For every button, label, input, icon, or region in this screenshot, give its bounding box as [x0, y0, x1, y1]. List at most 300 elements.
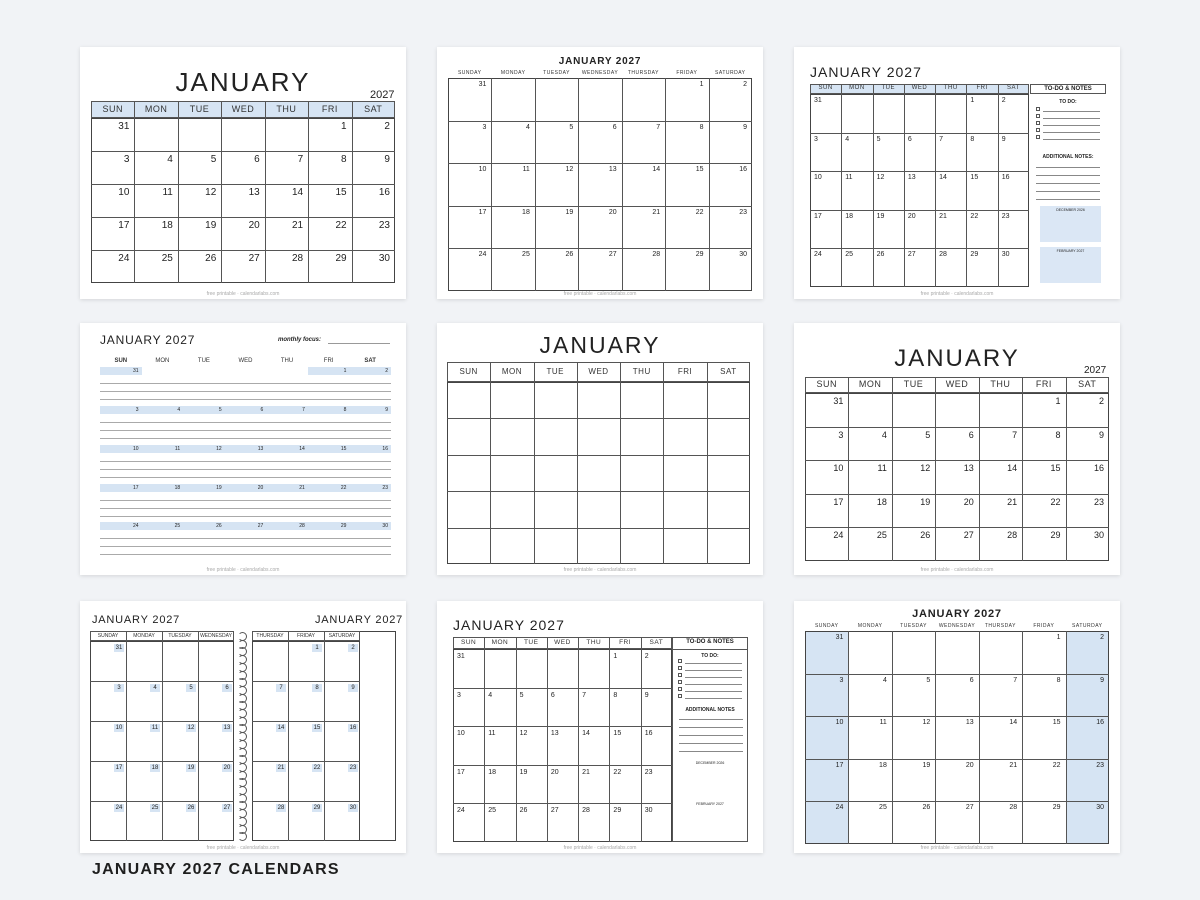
date-number: 2 — [1001, 97, 1006, 104]
grid-line — [1043, 132, 1100, 133]
year-label: 2027 — [370, 89, 395, 101]
date-number: 5 — [189, 684, 193, 691]
date-number: 17 — [115, 764, 123, 771]
grid-line — [1036, 175, 1100, 176]
date-number: 5 — [569, 123, 574, 131]
day-header: SAT — [364, 358, 376, 364]
date-number: 27 — [248, 253, 260, 264]
date-number: 24 — [478, 251, 487, 258]
date-number: 6 — [907, 135, 912, 143]
grid-line — [100, 438, 391, 439]
date-number: 22 — [313, 764, 321, 771]
date-number: 7 — [279, 684, 283, 691]
mini-prev-title: DECEMBER 2026 — [1056, 208, 1085, 212]
grid-line — [516, 649, 517, 842]
todo-checkbox — [678, 687, 682, 691]
date-number: 6 — [225, 684, 229, 691]
year-label: 2027 — [1084, 365, 1107, 376]
date-number: 31 — [478, 81, 487, 88]
grid-line — [448, 121, 752, 122]
date-number: 31 — [115, 644, 123, 651]
date-number: 3 — [839, 676, 844, 684]
grid-line — [620, 362, 621, 382]
grid-line — [1043, 125, 1100, 126]
grid-line — [91, 250, 395, 251]
footer-text: free printable · calendarlabs.com — [563, 291, 637, 297]
grid-line — [352, 101, 353, 118]
date-number: 20 — [223, 764, 231, 771]
day-header: MON — [144, 103, 168, 114]
day-header: SUNDAY — [814, 623, 839, 630]
grid-line — [841, 94, 842, 287]
date-number: 16 — [644, 730, 653, 738]
todo-label: TO DO: — [701, 653, 719, 659]
calendar-card-5 — [437, 323, 763, 575]
date-number: 2 — [743, 81, 747, 88]
grid-line — [577, 382, 578, 564]
day-header: FRI — [677, 366, 693, 376]
date-number: 23 — [644, 768, 653, 776]
notes-label: ADDITIONAL NOTES: — [1042, 154, 1094, 160]
grid-line — [805, 460, 1109, 461]
grid-line — [100, 430, 391, 431]
date-number: 3 — [123, 154, 130, 165]
grid-line — [685, 670, 742, 671]
date-number: 26 — [216, 522, 222, 529]
date-number: 9 — [385, 406, 388, 413]
grid-line — [805, 494, 1109, 495]
date-number: 31 — [833, 396, 844, 406]
month-title: JANUARY 2027 — [453, 617, 565, 633]
date-number: 31 — [118, 121, 130, 132]
date-number: 11 — [522, 166, 530, 173]
grid-line — [1043, 111, 1100, 112]
date-number: 30 — [739, 251, 747, 258]
day-header: FRI — [976, 85, 988, 92]
date-number: 28 — [1007, 530, 1018, 541]
date-number: 19 — [205, 220, 217, 231]
date-number: 11 — [488, 730, 496, 738]
grid-line — [126, 641, 127, 841]
grid-line — [805, 674, 1109, 675]
grid-line — [672, 649, 748, 650]
date-number: 7 — [656, 123, 661, 131]
grid-line — [534, 382, 535, 564]
date-number: 21 — [299, 484, 305, 491]
grid-line — [324, 641, 325, 841]
grid-line — [966, 84, 967, 94]
date-number: 24 — [457, 807, 465, 815]
mini-next-title: FEBRUARY 2027 — [696, 802, 724, 806]
day-header: FRI — [619, 638, 632, 646]
grid-line — [578, 78, 579, 291]
spiral-ring — [238, 832, 247, 841]
date-number: 23 — [1001, 212, 1010, 220]
grid-line — [679, 727, 743, 728]
grid-border — [805, 631, 1109, 844]
grid-border — [810, 94, 1029, 287]
day-header: TUE — [881, 85, 895, 92]
grid-line — [810, 248, 1029, 249]
grid-line — [663, 362, 664, 382]
date-number: 28 — [299, 522, 305, 529]
date-number: 29 — [313, 804, 321, 811]
date-number: 27 — [608, 251, 617, 258]
date-number: 29 — [335, 253, 347, 264]
footer-text: free printable · calendarlabs.com — [920, 567, 994, 573]
date-number: 30 — [382, 522, 388, 529]
date-number: 11 — [879, 719, 887, 727]
grid-line — [448, 163, 752, 164]
grid-line — [810, 171, 1029, 172]
grid-line — [709, 78, 710, 291]
date-number: 25 — [845, 251, 854, 258]
calendar-card-1 — [80, 47, 406, 299]
grid-line — [1022, 631, 1023, 844]
date-number: 17 — [133, 484, 139, 491]
date-number: 22 — [695, 208, 704, 216]
date-number: 2 — [1100, 634, 1104, 641]
grid-line — [979, 631, 980, 844]
grid-line — [841, 84, 842, 94]
date-number: 28 — [582, 807, 590, 815]
grid-line — [100, 469, 391, 470]
grid-line — [100, 461, 391, 462]
date-number: 8 — [343, 406, 347, 413]
date-number: 8 — [613, 691, 618, 699]
grid-line — [490, 382, 491, 564]
date-number: 16 — [1096, 719, 1104, 727]
date-number: 1 — [341, 121, 347, 132]
date-number: 13 — [608, 166, 617, 173]
grid-line — [100, 554, 391, 555]
date-number: 24 — [115, 804, 123, 811]
grid-line — [198, 641, 199, 841]
grid-line — [490, 362, 491, 382]
grid-line — [935, 631, 936, 844]
month-title: JANUARY 2027 — [558, 56, 642, 67]
date-number: 4 — [525, 123, 530, 131]
date-number: 3 — [135, 406, 139, 413]
todo-checkbox — [678, 694, 682, 698]
date-number: 30 — [1001, 251, 1010, 258]
date-number: 5 — [218, 406, 222, 413]
day-header: SUN — [461, 638, 477, 646]
grid-line — [484, 649, 485, 842]
todo-checkbox — [678, 673, 682, 677]
grid-border — [447, 382, 750, 564]
date-number: 14 — [582, 730, 590, 738]
grid-line — [892, 631, 893, 844]
todo-checkbox — [1036, 128, 1040, 132]
todo-notes-title: TO-DO & NOTES — [1044, 86, 1092, 92]
date-number: 14 — [1007, 463, 1018, 474]
calendar-card-4 — [80, 323, 406, 575]
date-number: 11 — [877, 463, 887, 474]
date-number: 6 — [260, 406, 264, 413]
date-number: 8 — [1055, 429, 1061, 440]
date-number: 30 — [644, 807, 653, 815]
date-number: 14 — [1009, 719, 1018, 727]
todo-label: TO DO: — [1059, 99, 1077, 105]
date-number: 13 — [965, 719, 974, 727]
grid-line — [100, 477, 391, 478]
grid-line — [663, 382, 664, 564]
grid-line — [1066, 631, 1067, 844]
date-number: 16 — [349, 724, 357, 731]
todo-checkbox — [1036, 135, 1040, 139]
date-number: 21 — [292, 220, 304, 231]
grid-line — [484, 637, 485, 649]
calendar-card-2 — [437, 47, 763, 299]
day-header: THU — [990, 379, 1011, 390]
date-number: 13 — [550, 730, 559, 738]
date-number: 27 — [963, 530, 974, 541]
date-number: 28 — [277, 804, 285, 811]
grid-line — [998, 84, 999, 94]
date-number: 4 — [882, 676, 887, 684]
day-header: TUESDAY — [168, 633, 192, 639]
monthly-focus-label: monthly focus: — [278, 337, 321, 343]
date-number: 2 — [644, 653, 649, 660]
date-number: 17 — [118, 220, 130, 231]
date-number: 17 — [833, 496, 844, 507]
date-number: 21 — [1007, 496, 1018, 507]
date-number: 16 — [739, 166, 747, 173]
day-header: TUE — [197, 358, 210, 364]
date-number: 10 — [814, 174, 822, 181]
date-number: 29 — [695, 251, 704, 258]
grid-line — [265, 101, 266, 118]
grid-line — [848, 631, 849, 844]
date-number: 9 — [384, 154, 390, 165]
date-number: 9 — [1098, 429, 1104, 440]
day-header: SUNDAY — [457, 70, 482, 77]
month-title: JANUARY 2027 — [912, 608, 1002, 620]
date-number: 22 — [970, 212, 979, 220]
date-number: 25 — [488, 807, 497, 815]
date-number: 5 — [210, 154, 217, 165]
date-number: 10 — [118, 187, 130, 198]
day-header: WED — [945, 379, 969, 390]
day-header: WEDNESDAY — [200, 633, 232, 639]
grid-line — [447, 528, 750, 529]
date-number: 23 — [349, 764, 357, 771]
date-number: 17 — [835, 761, 844, 769]
date-number: 20 — [965, 761, 974, 769]
date-number: 19 — [216, 484, 222, 491]
date-number: 8 — [315, 684, 319, 691]
date-number: 19 — [565, 208, 574, 216]
date-number: 31 — [835, 634, 844, 641]
date-number: 26 — [187, 804, 195, 811]
date-number: 3 — [117, 684, 121, 691]
grid-line — [134, 101, 135, 118]
grid-line — [100, 422, 391, 423]
date-number: 12 — [920, 463, 931, 474]
date-number: 16 — [378, 187, 390, 198]
grid-line — [679, 743, 743, 744]
date-number: 6 — [550, 691, 555, 699]
grid-line — [100, 508, 391, 509]
date-number: 20 — [257, 484, 264, 491]
day-header: FRIDAY — [1033, 623, 1055, 630]
date-number: 1 — [343, 367, 347, 374]
day-header: MONDAY — [500, 70, 526, 77]
day-header: SAT — [1006, 85, 1020, 92]
date-number: 14 — [277, 724, 285, 731]
grid-line — [935, 84, 936, 94]
footer-text: free printable · calendarlabs.com — [206, 291, 280, 297]
date-number: 22 — [1050, 496, 1061, 507]
day-header: FRI — [321, 103, 338, 114]
grid-line — [805, 427, 1109, 428]
grid-line — [979, 377, 980, 393]
grid-line — [448, 248, 752, 249]
grid-line — [810, 210, 1029, 211]
grid-line — [453, 765, 672, 766]
grid-line — [252, 801, 360, 802]
grid-line — [447, 455, 750, 456]
date-number: 4 — [167, 154, 173, 165]
grid-line — [685, 677, 742, 678]
date-number: 31 — [133, 367, 139, 374]
date-number: 1 — [315, 644, 319, 651]
date-number: 18 — [161, 220, 173, 231]
day-header: THU — [632, 366, 651, 376]
day-header: THU — [276, 103, 297, 114]
date-number: 30 — [378, 253, 390, 264]
grid-border — [453, 649, 672, 842]
date-number: 13 — [257, 445, 264, 452]
day-header: THURSDAY — [627, 70, 659, 77]
date-number: 5 — [519, 691, 524, 699]
grid-line — [679, 751, 743, 752]
date-number: 18 — [174, 484, 181, 491]
grid-line — [491, 78, 492, 291]
grid-line — [641, 649, 642, 842]
date-number: 1 — [613, 653, 618, 660]
grid-line — [935, 94, 936, 287]
grid-line — [685, 684, 742, 685]
date-number: 18 — [151, 764, 159, 771]
date-number: 17 — [478, 208, 487, 216]
grid-line — [100, 500, 391, 501]
date-number: 27 — [223, 804, 231, 811]
grid-line — [805, 801, 1109, 802]
date-number: 18 — [876, 496, 887, 507]
grid-line — [91, 184, 395, 185]
date-number: 16 — [382, 445, 388, 452]
day-header: FRIDAY — [676, 70, 698, 77]
date-number: 7 — [1013, 676, 1018, 684]
day-header: MONDAY — [857, 623, 883, 630]
mini-prev-title: DECEMBER 2026 — [695, 761, 725, 765]
date-number: 27 — [965, 804, 974, 812]
grid-line — [221, 101, 222, 118]
todo-checkbox — [1036, 107, 1040, 111]
calendar-card-3 — [794, 47, 1120, 299]
day-header: MON — [155, 358, 170, 364]
date-number: 22 — [335, 220, 347, 231]
date-number: 10 — [457, 730, 465, 738]
grid-line — [892, 377, 893, 393]
grid-line — [448, 206, 752, 207]
footer-text: free printable · calendarlabs.com — [920, 845, 994, 851]
todo-checkbox — [678, 666, 682, 670]
date-number: 15 — [313, 724, 321, 731]
day-header: MONDAY — [133, 633, 155, 639]
month-title: JANUARY — [894, 345, 1020, 372]
date-number: 4 — [845, 135, 850, 143]
date-number: 4 — [153, 684, 157, 691]
date-number: 20 — [608, 208, 617, 216]
day-header: SUNDAY — [97, 633, 119, 639]
date-number: 7 — [582, 691, 587, 699]
notes-label: ADDITIONAL NOTES — [685, 707, 735, 713]
todo-panel — [672, 637, 748, 842]
date-number: 13 — [223, 724, 231, 731]
date-number: 25 — [879, 804, 887, 812]
day-header: THU — [280, 358, 294, 364]
day-header: SAT — [1078, 379, 1097, 390]
date-number: 27 — [550, 807, 559, 815]
grid-line — [252, 681, 360, 682]
date-number: 18 — [879, 761, 887, 769]
day-header: WEDNESDAY — [938, 623, 976, 630]
date-number: 19 — [876, 212, 885, 220]
grid-border — [448, 78, 752, 291]
calendar-card-9 — [794, 601, 1120, 853]
day-header: TUESDAY — [900, 623, 927, 630]
date-number: 7 — [297, 154, 304, 165]
grid-line — [453, 688, 672, 689]
date-number: 14 — [939, 174, 947, 181]
date-number: 6 — [969, 676, 974, 684]
grid-line — [1043, 118, 1100, 119]
date-number: 15 — [335, 187, 347, 198]
date-number: 29 — [613, 807, 622, 815]
day-header: SUN — [114, 358, 128, 364]
day-header: TUE — [903, 379, 924, 390]
day-header: SUN — [459, 366, 478, 376]
grid-line — [178, 101, 179, 118]
day-header: FRI — [323, 358, 334, 364]
grid-line — [578, 649, 579, 842]
date-number: 4 — [881, 429, 887, 440]
date-number: 6 — [968, 429, 974, 440]
day-header: THU — [586, 638, 602, 646]
date-number: 13 — [907, 174, 916, 181]
day-header: SATURDAY — [1072, 623, 1103, 630]
month-title: JANUARY — [175, 67, 311, 97]
grid-line — [641, 637, 642, 649]
date-number: 20 — [963, 496, 974, 507]
todo-checkbox — [678, 659, 682, 663]
grid-border — [252, 641, 360, 841]
day-header: WED — [554, 638, 571, 646]
month-title: JANUARY — [539, 332, 661, 358]
date-number: 11 — [174, 445, 181, 452]
grid-line — [998, 94, 999, 287]
date-number: 29 — [1050, 530, 1061, 541]
month-title-right: JANUARY 2027 — [315, 614, 404, 626]
date-number: 12 — [876, 174, 885, 181]
date-number: 18 — [522, 208, 530, 216]
grid-line — [100, 399, 391, 400]
grid-line — [1043, 139, 1100, 140]
date-number: 5 — [925, 429, 931, 440]
